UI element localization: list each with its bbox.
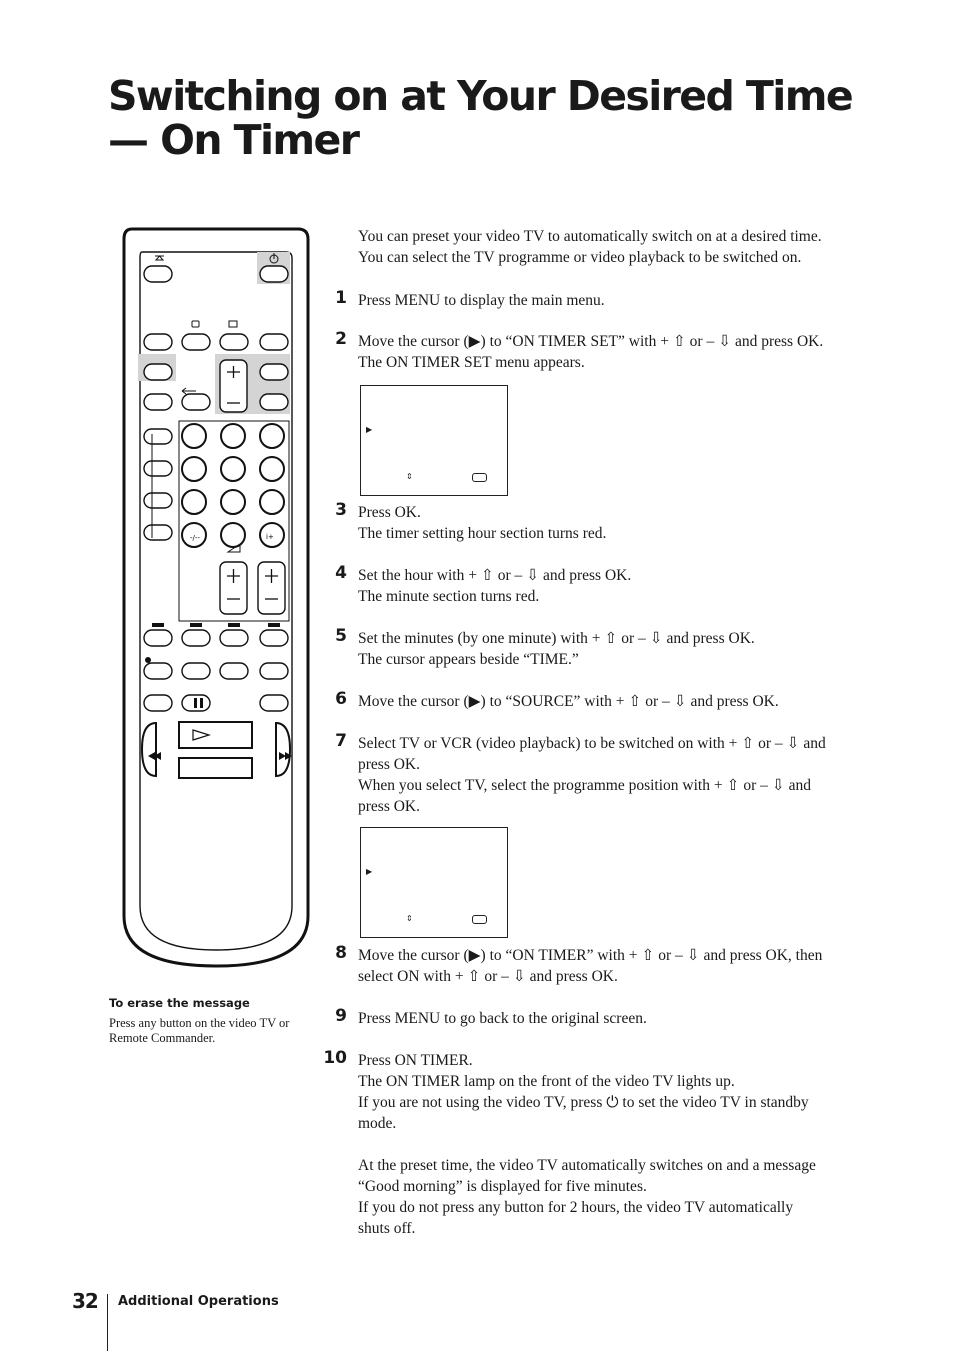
up-down-arrows-icon: ⇕ [406, 472, 413, 481]
step-text: Press MENU to go back to the original screen. [358, 1010, 647, 1027]
sidebar-heading: To erase the message [109, 996, 250, 1010]
sidebar-text-line-2: Remote Commander. [109, 1030, 216, 1045]
step-number: 4 [335, 563, 347, 583]
step-text: Set the minutes (by one minute) with + ⇧ or – ⇩ and press OK. [358, 630, 755, 647]
step-text: When you select TV, select the programme position with + ⇧ or – ⇩ and [358, 777, 811, 794]
step-number: 9 [335, 1006, 347, 1026]
step-text: mode. [358, 1115, 397, 1132]
sidebar-text-line-1: Press any button on the video TV or [109, 1016, 290, 1030]
step-text: The ON TIMER lamp on the front of the video TV lights up. [358, 1073, 735, 1090]
step-text: The minute section turns red. [358, 588, 540, 605]
cursor-icon: ▶ [366, 425, 373, 434]
on-timer-menu-screen-2 [360, 827, 508, 938]
step-text: “Good morning” is displayed for five minutes. [358, 1178, 647, 1195]
remote-label-info: i+ [266, 533, 274, 541]
step-text: Move the cursor (▶) to “ON TIMER” with + ⇧ or – ⇩ and press OK, then [358, 947, 823, 964]
step-number: 6 [335, 689, 347, 709]
on-timer-menu-screen [360, 385, 508, 496]
step-text: Move the cursor (▶) to “ON TIMER SET” with + ⇧ or – ⇩ and press OK. [358, 333, 824, 350]
step-text: If you are not using the video TV, press ⏻ to set the video TV in standby [358, 1094, 809, 1111]
intro-text [358, 226, 898, 268]
intro-line-1: You can preset your video TV to automatically switch on at a desired time. [358, 228, 822, 245]
step-number: 7 [335, 731, 347, 751]
step-text: The cursor appears beside “TIME.” [358, 651, 579, 668]
up-down-arrows-icon: ⇕ [406, 914, 413, 923]
step-number: 2 [335, 329, 347, 349]
footer-divider [107, 1294, 108, 1351]
step-text: press OK. [358, 756, 420, 773]
step-text: The ON TIMER SET menu appears. [358, 354, 585, 371]
step-text: shuts off. [358, 1220, 416, 1237]
step-text: Press ON TIMER. [358, 1052, 473, 1069]
step-text: press OK. [358, 798, 420, 815]
step-number: 8 [335, 943, 347, 963]
step-number: 3 [335, 500, 347, 520]
step-spacer [358, 1134, 890, 1155]
sidebar-text [109, 1016, 324, 1045]
remote-commander-illustration [120, 226, 312, 970]
step-text: Select TV or VCR (video playback) to be switched on with + ⇧ or – ⇩ and [358, 735, 826, 752]
step-text: Press OK. [358, 504, 421, 521]
page-number: 32 [72, 1289, 98, 1313]
step-text: Set the hour with + ⇧ or – ⇩ and press OK. [358, 567, 632, 584]
step-text: Press MENU to display the main menu. [358, 292, 605, 309]
step-number: 5 [335, 626, 347, 646]
title-line-1: Switching on at Your Desired Time [108, 72, 853, 120]
ok-button-icon [472, 473, 487, 482]
step-text: The timer setting hour section turns red. [358, 525, 607, 542]
intro-line-2: You can select the TV programme or video playback to be switched on. [358, 249, 802, 266]
cursor-icon: ▶ [366, 867, 373, 876]
step-text: If you do not press any button for 2 hours, the video TV automatically [358, 1199, 794, 1216]
step-text: select ON with + ⇧ or – ⇩ and press OK. [358, 968, 618, 985]
step-number: 10 [323, 1048, 347, 1068]
step-text: At the preset time, the video TV automatically switches on and a message [358, 1157, 816, 1174]
step-text: Move the cursor (▶) to “SOURCE” with + ⇧ or – ⇩ and press OK. [358, 693, 779, 710]
title-line-2: — On Timer [108, 116, 359, 164]
page-title [108, 74, 908, 162]
ok-button-icon [472, 915, 487, 924]
section-name: Additional Operations [118, 1294, 279, 1309]
step-number: 1 [335, 288, 347, 308]
remote-label-digit: -/-- [190, 534, 200, 542]
